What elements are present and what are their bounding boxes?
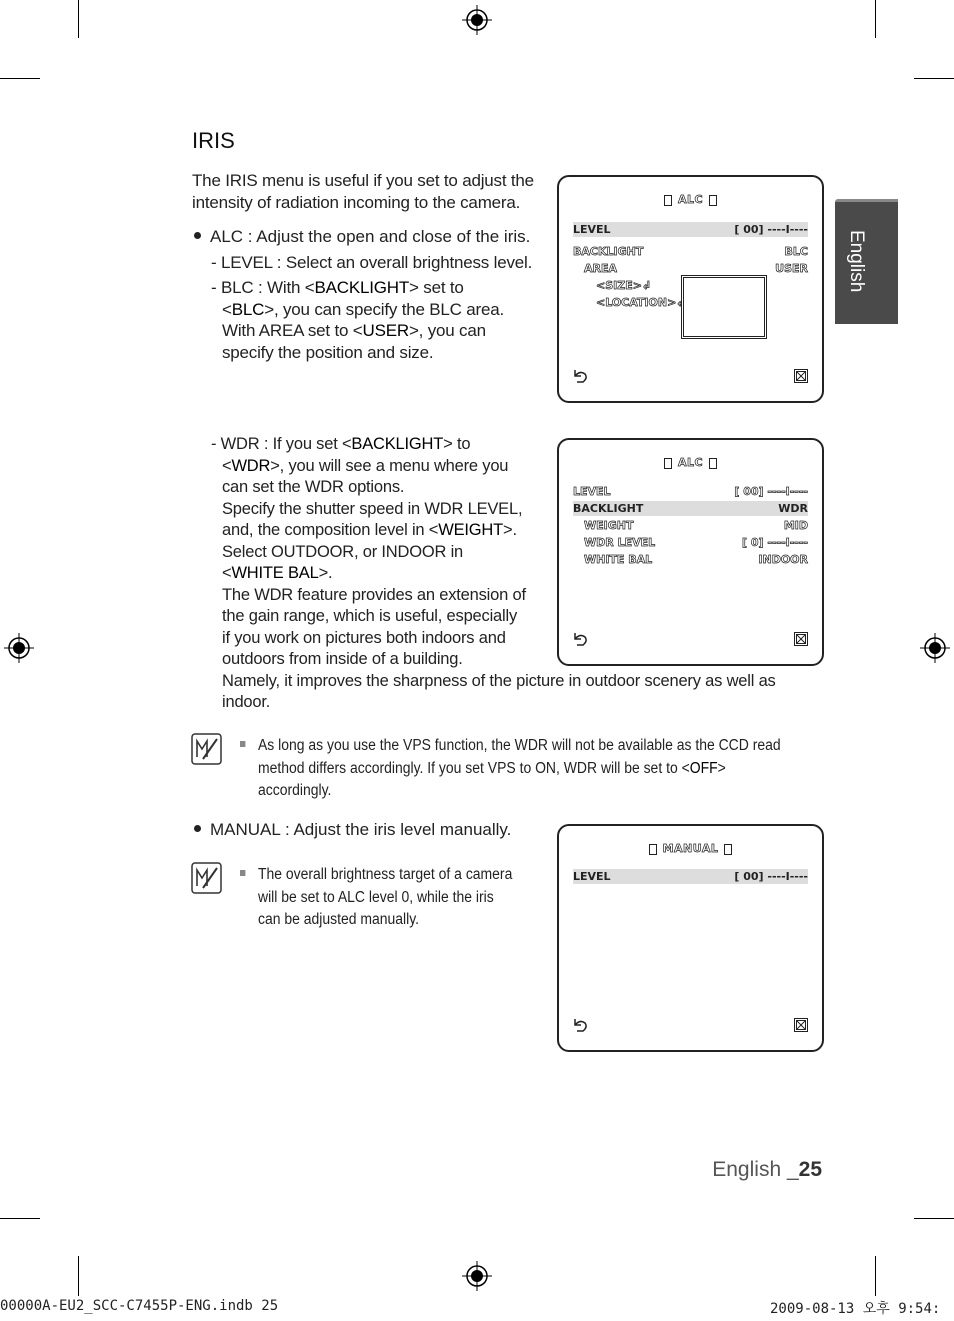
osd-row-level: LEVEL [ 00] ----I---- (573, 223, 808, 236)
osd-screen-alc-blc (557, 175, 824, 403)
page-number: English _25 (712, 1158, 822, 1181)
return-icon[interactable] (571, 367, 589, 385)
registration-mark-icon (4, 633, 34, 663)
crop-mark (914, 1218, 954, 1219)
osd-screen-manual (557, 824, 824, 1052)
crop-mark (875, 1256, 876, 1296)
imprint-date: 2009-08-13 오후 9:54: (770, 1301, 941, 1317)
manual-bullet-text: MANUAL : Adjust the iris level manually. (210, 820, 512, 839)
osd-row-white-bal: WHITE BAL INDOOR (584, 553, 808, 566)
blc-item (211, 277, 551, 363)
registration-mark-icon (462, 1261, 492, 1291)
note-line: method differs accordingly. If you set VPS to ON, WDR will be set to <OFF> (258, 759, 726, 777)
manual-bullet (194, 819, 511, 840)
registration-mark-icon (462, 5, 492, 35)
return-icon[interactable] (571, 1016, 589, 1034)
osd-row-backlight: BACKLIGHT WDR (573, 502, 808, 515)
note-line: accordingly. (258, 782, 332, 799)
note-icon (191, 862, 222, 894)
wdr-line: the gain range, which is useful, especially (222, 607, 517, 625)
blc-line-3: With AREA set to <USER>, you can (222, 321, 486, 340)
wdr-line: Namely, it improves the sharpness of the picture in outdoor scenery as well as (222, 671, 776, 690)
osd-row-area: AREA USER (584, 262, 808, 275)
note-line: can be adjusted manually. (258, 911, 420, 928)
blc-area-box (681, 275, 767, 339)
crop-mark (0, 78, 40, 79)
wdr-line: if you work on pictures both indoors and (222, 628, 506, 647)
alc-bullet-text: ALC : Adjust the open and close of the iris. (210, 227, 531, 246)
wdr-line: Specify the shutter speed in WDR LEVEL, (222, 499, 523, 518)
osd-row-location: <LOCATION>↲ (596, 296, 686, 309)
note-vps (240, 735, 816, 803)
note-icon (191, 733, 222, 765)
osd-row-level: LEVEL [ 00] ----I---- (573, 870, 808, 883)
note-line: The overall brightness target of a camera (240, 864, 546, 887)
close-icon[interactable] (794, 632, 808, 646)
wdr-line: <WDR>, you will see a menu where you (222, 456, 509, 475)
return-icon[interactable] (571, 630, 589, 648)
square-bullet-icon (240, 741, 245, 747)
intro-text: The IRIS menu is useful if you set to adjust the intensity of radiation incoming to the camera. (192, 171, 534, 212)
section-tab (835, 199, 898, 324)
crop-mark (914, 78, 954, 79)
osd-header: ALC (559, 193, 822, 206)
blc-line-1: - BLC : With <BACKLIGHT> set to (211, 278, 464, 297)
crop-mark (0, 1218, 40, 1219)
note-line: will be set to ALC level 0, while the iris (258, 888, 494, 906)
crop-mark (78, 0, 79, 38)
osd-row-size: <SIZE>↲ (596, 279, 652, 292)
crop-mark (78, 1256, 79, 1296)
blc-line-2: <BLC>, you can specify the BLC area. (222, 299, 504, 319)
wdr-line: indoor. (222, 693, 271, 711)
wdr-line: and, the composition level in <WEIGHT>. (222, 521, 517, 539)
note-line: As long as you use the VPS function, the WDR will not be available as the CCD read (240, 735, 816, 758)
level-item: - LEVEL : Select an overall brightness level. (211, 253, 533, 272)
wdr-line: outdoors from inside of a building. (222, 650, 463, 668)
wdr-line: Select OUTDOOR, or INDOOR in (222, 542, 464, 561)
osd-header: ALC (559, 456, 822, 469)
bullet-dot-icon (194, 825, 201, 832)
osd-screen-alc-wdr (557, 438, 824, 666)
square-bullet-icon (240, 870, 245, 876)
osd-row-level: LEVEL [ 00] ----I---- (573, 485, 808, 498)
alc-bullet (194, 226, 530, 247)
wdr-line: - WDR : If you set <BACKLIGHT> to (211, 435, 471, 453)
section-tab-label: English (846, 230, 867, 293)
note-manual (240, 864, 546, 932)
close-icon[interactable] (794, 1018, 808, 1032)
wdr-line: <WHITE BAL>. (222, 564, 333, 582)
imprint-file: 00000A-EU2_SCC-C7455P-ENG.indb 25 (0, 1298, 279, 1314)
bullet-dot-icon (194, 232, 201, 239)
osd-row-weight: WEIGHT MID (584, 519, 808, 532)
wdr-line: can set the WDR options. (222, 478, 405, 496)
blc-line-4: specify the position and size. (222, 342, 434, 362)
wdr-line: The WDR feature provides an extension of (222, 585, 526, 604)
crop-mark (875, 0, 876, 38)
page-title: IRIS (192, 128, 235, 153)
osd-header: MANUAL (559, 842, 822, 855)
osd-row-backlight: BACKLIGHT BLC (573, 245, 808, 258)
registration-mark-icon (920, 633, 950, 663)
osd-row-wdr-level: WDR LEVEL [ 0] ----I---- (584, 536, 808, 549)
close-icon[interactable] (794, 369, 808, 383)
